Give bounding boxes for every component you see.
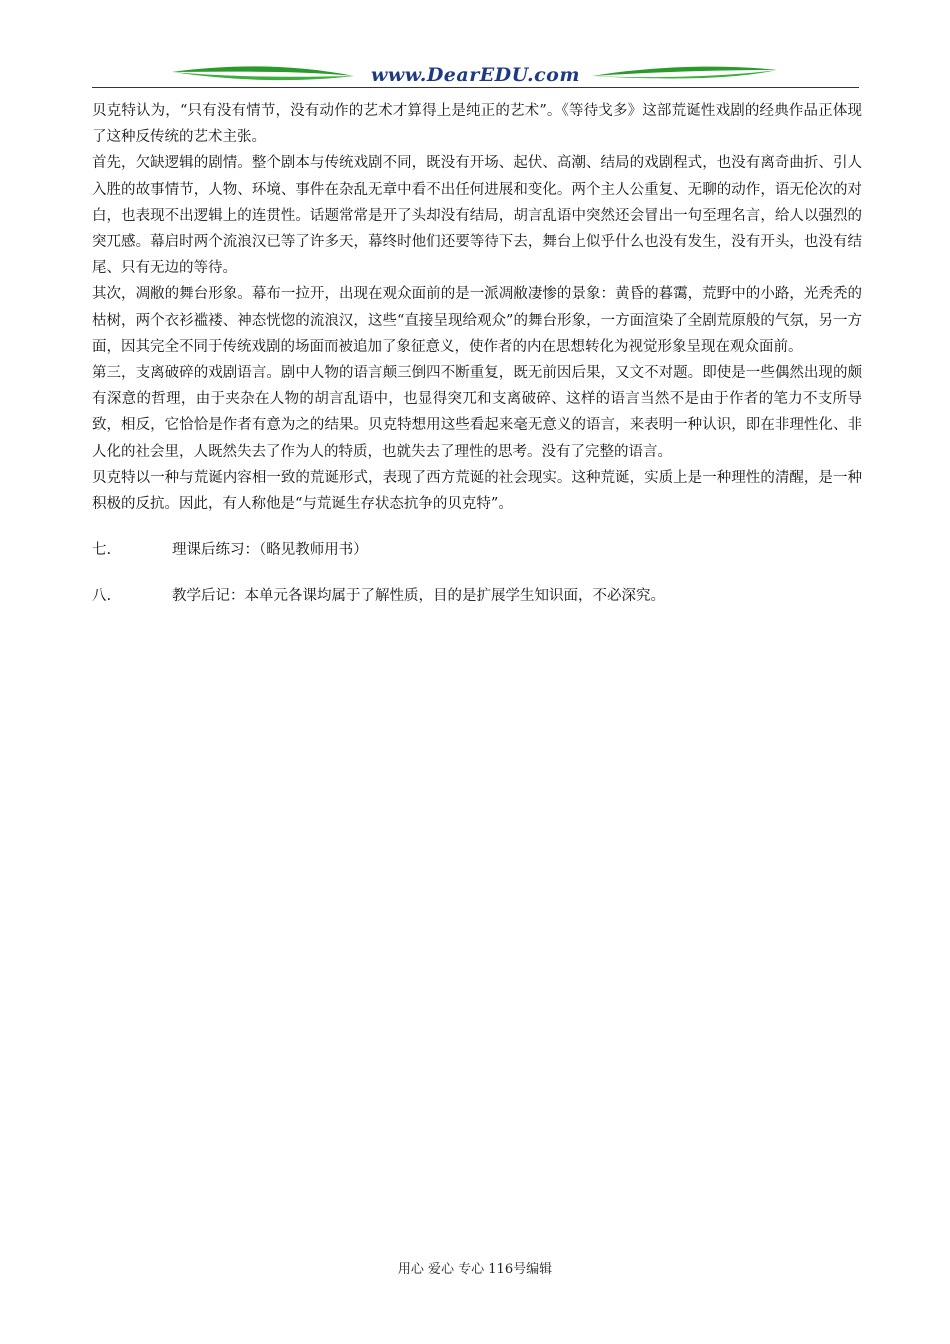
paragraph-plot: 首先，欠缺逻辑的剧情。整个剧本与传统戏剧不同，既没有开场、起伏、高潮、结局的戏剧程式，也没有离奇曲折、引人入胜的故事情节，人物、环境、事件在杂乱无章中看不出任何进展和变化。两个主人公重复、无聊的动作，语无伦次的对白，也表现不出逻辑上的连贯性。话题常常是开了头却没有结局，胡言乱语中突然还会冒出一句至理名言，给人以强烈的突兀感。幕启时两个流浪汉已等了许多天，幕终时他们还要等待下去，舞台上似乎什么也没有发生，没有开头，也没有结尾、只有无边的等待。 <box>92 155 862 277</box>
paragraph-intro: 贝克特认为，“只有没有情节，没有动作的艺术才算得上是纯正的艺术”。《等待戈多》这部荒诞性戏剧的经典作品正体现了这种反传统的艺术主张。 <box>92 103 862 146</box>
paragraph-conclusion: 贝克特以一种与荒诞内容相一致的荒诞形式，表现了西方荒诞的社会现实。这种荒诞，实质上是一种理性的清醒，是一种积极的反抗。因此，有人称他是“与荒诞生存状态抗争的贝克特”。 <box>92 469 862 513</box>
spacer <box>92 563 862 583</box>
header-divider <box>92 87 859 88</box>
section-seven <box>92 537 862 563</box>
document-body <box>92 98 862 609</box>
site-header <box>92 58 859 90</box>
site-logo-text: www.DearEDU.com <box>371 64 580 86</box>
section-text: 教学后记：本单元各课均属于了解性质，目的是扩展学生知识面，不必深究。 <box>172 588 665 605</box>
section-eight <box>92 583 862 609</box>
section-text: 理课后练习：（略见教师用书） <box>172 542 368 559</box>
section-number: 八. <box>92 588 112 605</box>
paragraph-stage-image: 其次，凋敝的舞台形象。幕布一拉开，出现在观众面前的是一派凋敝凄惨的景象：黄昏的暮霭，荒野中的小路，光秃秃的枯树，两个衣衫褴褛、神态恍惚的流浪汉，这些“直接呈现给观众”的舞台形象，一方面渲染了全剧荒原般的气氛，另一方面，因其完全不同于传统戏剧的场面而被追加了象征意义，使作者的内在思想转化为视觉形象呈现在观众面前。 <box>92 286 862 355</box>
paragraph-language: 第三，支离破碎的戏剧语言。剧中人物的语言颠三倒四不断重复，既无前因后果，又文不对题。即使是一些偶然出现的颇有深意的哲理，由于夹杂在人物的胡言乱语中，也显得突兀和支离破碎、这样的语言当然不是由于作者的笔力不支所导致，相反，它恰恰是作者有意为之的结果。贝克特想用这些看起来毫无意义的语言，来表明一种认识，即在非理性化、非人化的社会里，人既然失去了作为人的特质，也就失去了理性的思考。没有了完整的语言。 <box>92 365 862 460</box>
page-footer: 用心 爱心 专心 116号编辑 <box>397 1262 553 1277</box>
section-number: 七. <box>92 542 112 559</box>
spacer <box>92 517 862 537</box>
